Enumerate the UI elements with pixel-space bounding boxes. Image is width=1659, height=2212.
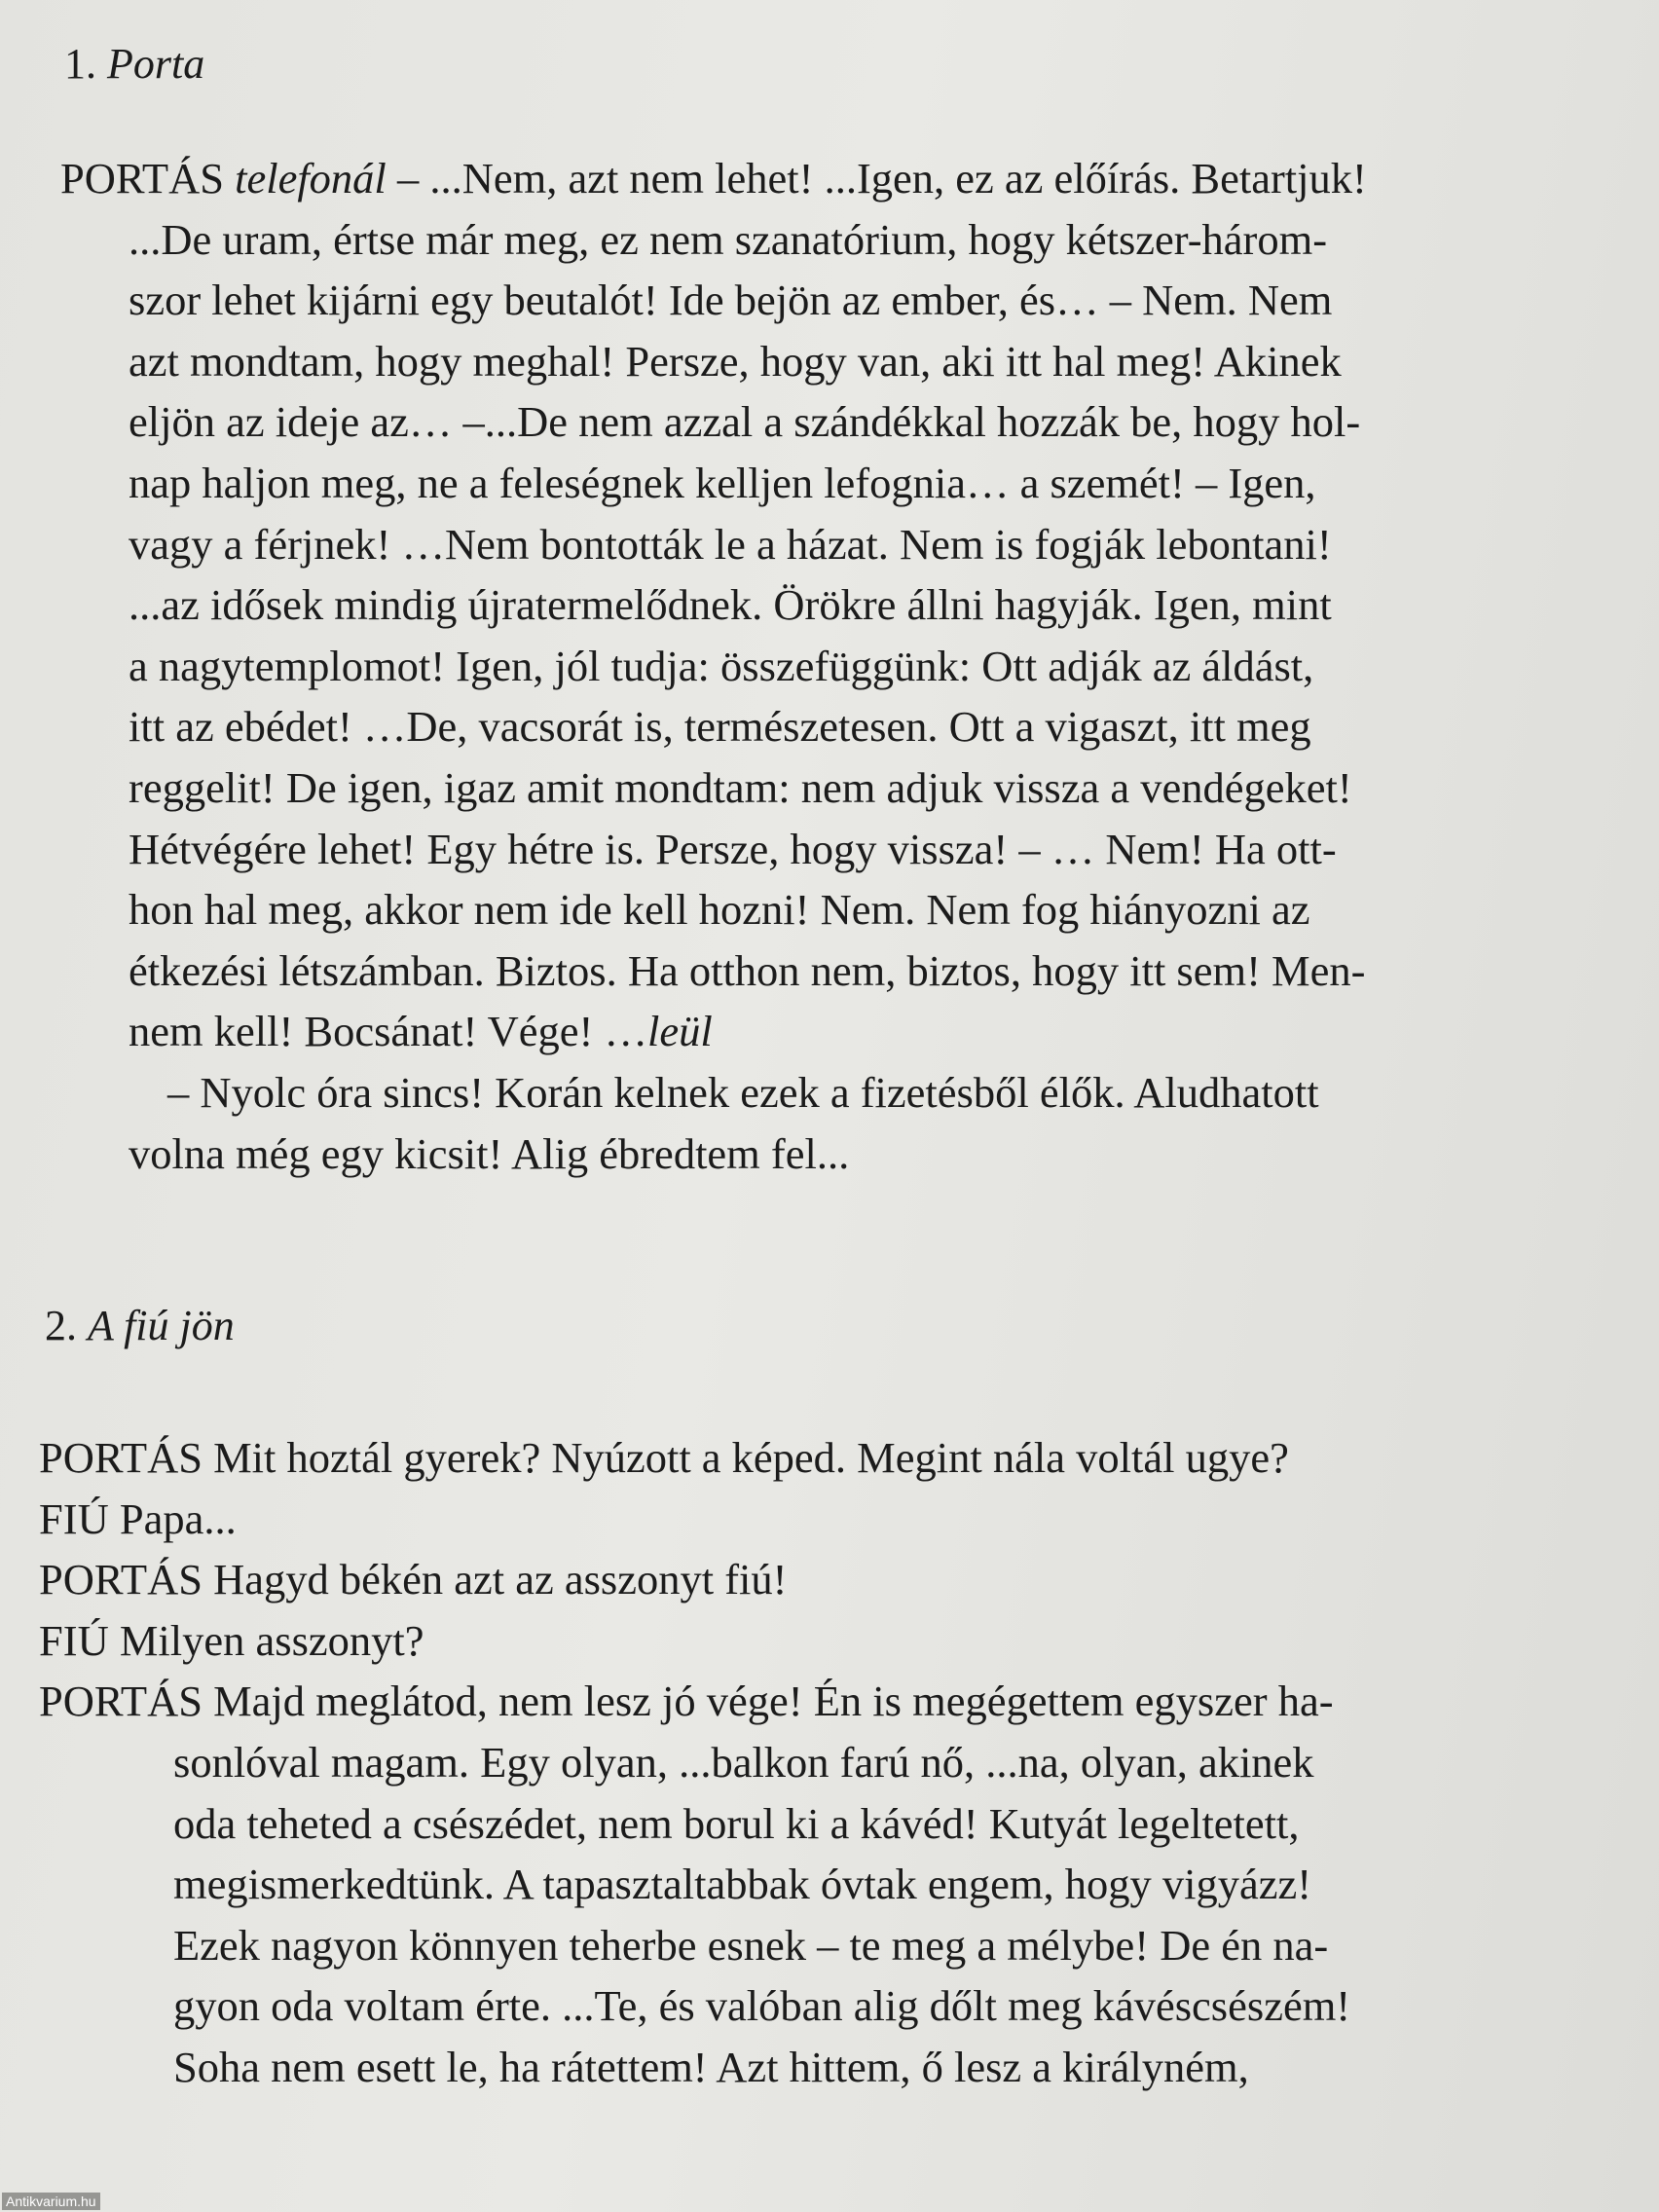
speaker-name: PORTÁS	[39, 1555, 203, 1604]
speech-line: megismerkedtünk. A tapasztaltabbak óvtak engem, hogy vigyázz!	[173, 1860, 1312, 1909]
section-heading-2	[45, 1301, 235, 1351]
speaker-name: FIÚ	[39, 1615, 109, 1665]
section-title: A fiú jön	[88, 1302, 235, 1349]
section-heading-1	[64, 39, 204, 90]
speech-line: reggelit! De igen, igaz amit mondtam: nem adjuk vissza a vendégeket!	[129, 762, 1352, 812]
speaker-name: PORTÁS	[60, 154, 224, 203]
speech-line: eljön az ideje az… –...De nem azzal a szándékkal hozzák be, hogy hol-	[129, 397, 1361, 447]
speech-text: Mit hoztál gyerek? Nyúzott a képed. Megint nála voltál ugye?	[213, 1433, 1289, 1482]
speech-line: a nagytemplomot! Igen, jól tudja: összefüggünk: Ott adják az áldást,	[129, 641, 1314, 690]
dialogue-line	[39, 1549, 1616, 1610]
speech-text: Papa...	[119, 1493, 237, 1543]
speech-line: – Nyolc óra sincs! Korán kelnek ezek a fizetésből élők. Aludhatott	[167, 1067, 1319, 1117]
section-number: 1.	[64, 40, 96, 88]
speech-block-2	[39, 1427, 1616, 2098]
section-title: Porta	[107, 40, 205, 88]
dialogue-line	[39, 1610, 1616, 1672]
watermark: Antikvarium.hu	[2, 2193, 100, 2210]
speech-block-1	[60, 148, 1618, 1184]
speech-line	[60, 1001, 1618, 1062]
speaker-name: FIÚ	[39, 1493, 109, 1543]
speech-line: sonlóval magam. Egy olyan, ...balkon farú nő, ...na, olyan, akinek	[173, 1737, 1314, 1787]
speaker-name: PORTÁS	[39, 1433, 203, 1482]
speech-text: Hagyd békén azt az asszonyt fiú!	[213, 1555, 788, 1604]
speech-line: Ezek nagyon könnyen teherbe esnek – te meg a mélybe! De én na-	[173, 1920, 1329, 1970]
section-number: 2.	[45, 1302, 77, 1349]
speech-line: gyon oda voltam érte. ...Te, és valóban alig dőlt meg kávéscsészém!	[173, 1981, 1351, 2031]
speech-text: nem kell! Bocsánat! Vége! …	[129, 1007, 648, 1056]
speech-line: ...az idősek mindig újratermelődnek. Örökre állni hagyják. Igen, mint	[129, 580, 1332, 630]
speech-line: itt az ebédet! …De, vacsorát is, természetesen. Ott a vigaszt, itt meg	[129, 702, 1311, 752]
speech-line: Hétvégére lehet! Egy hétre is. Persze, hogy vissza! – … Nem! Ha ott-	[129, 824, 1337, 873]
speech-line: nap haljon meg, ne a feleségnek kelljen lefognia… a szemét! – Igen,	[129, 458, 1316, 507]
speech-line: étkezési létszámban. Biztos. Ha otthon nem, biztos, hogy itt sem! Men-	[129, 945, 1366, 995]
dialogue-line	[39, 1671, 1616, 1732]
speech-text: Majd meglátod, nem lesz jó vége! Én is megégettem egyszer ha-	[213, 1677, 1334, 1726]
speaker-name: PORTÁS	[39, 1677, 203, 1726]
stage-direction: telefonál	[235, 154, 387, 203]
dialogue-line	[39, 1427, 1616, 1489]
speech-line: ...De uram, értse már meg, ez nem szanatórium, hogy kétszer-három-	[129, 214, 1328, 264]
speech-line: Soha nem esett le, ha rátettem! Azt hittem, ő lesz a királyném,	[173, 2042, 1249, 2091]
speech-line: hon hal meg, akkor nem ide kell hozni! Nem. Nem fog hiányozni az	[129, 885, 1310, 935]
speech-line: vagy a férjnek! …Nem bontották le a házat. Nem is fogják lebontani!	[129, 519, 1332, 569]
speech-text: – ...Nem, azt nem lehet! ...Igen, ez az előírás. Betartjuk!	[396, 154, 1367, 203]
speech-first-line	[60, 148, 1618, 209]
speech-line: szor lehet kijárni egy beutalót! Ide bejön az ember, és… – Nem. Nem	[129, 276, 1333, 325]
speech-text: Milyen asszonyt?	[119, 1615, 424, 1665]
speech-line: oda teheted a csészédet, nem borul ki a kávéd! Kutyát legeltetett,	[173, 1798, 1300, 1848]
speech-line: azt mondtam, hogy meghal! Persze, hogy van, aki itt hal meg! Akinek	[129, 336, 1342, 386]
dialogue-line	[39, 1489, 1616, 1550]
stage-direction: leül	[647, 1007, 713, 1056]
speech-line: volna még egy kicsit! Alig ébredtem fel...	[129, 1128, 850, 1178]
